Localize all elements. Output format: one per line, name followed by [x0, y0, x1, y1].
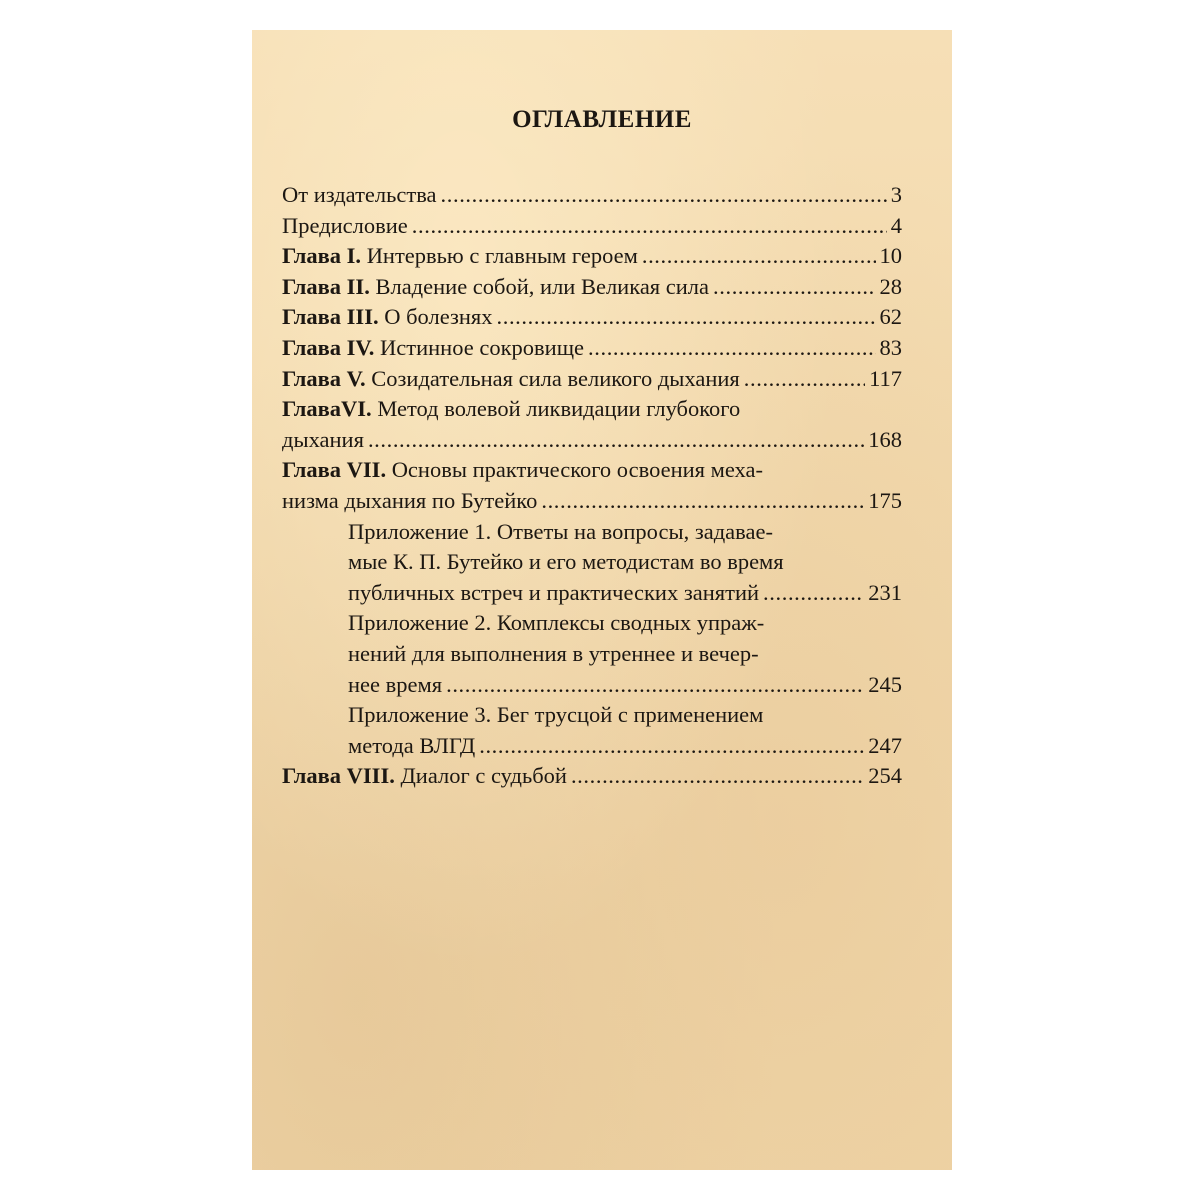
toc-line [282, 241, 902, 272]
chapter-number: Глава V. [282, 365, 366, 391]
toc-title: От издательства [282, 182, 437, 207]
toc-line [282, 272, 902, 303]
dot-leader [763, 578, 864, 609]
toc-page-number: 168 [868, 426, 902, 452]
dot-leader [446, 670, 864, 701]
toc-line [282, 761, 902, 792]
toc-title: Глава VII. Основы практического освоения меха- [282, 457, 763, 483]
toc-entry [282, 241, 902, 272]
toc-line [348, 578, 902, 609]
toc-page-number: 62 [879, 304, 902, 330]
toc-line [282, 364, 902, 395]
dot-leader [368, 425, 864, 456]
toc-page-number: 231 [868, 579, 902, 605]
dot-leader [441, 180, 887, 211]
toc-entry [282, 761, 902, 792]
toc-entry [282, 272, 902, 303]
dot-leader [713, 272, 875, 303]
dot-leader [479, 731, 864, 762]
toc-title: Глава II. Владение собой, или Великая сила [282, 273, 710, 299]
toc-page-number: 254 [868, 763, 902, 789]
toc-title-continued: дыхания [282, 426, 364, 452]
toc-entry [282, 455, 902, 516]
toc-line [282, 180, 902, 211]
dot-leader [744, 364, 865, 395]
toc-line [282, 211, 902, 242]
book-page [252, 30, 952, 1170]
toc-entry [282, 333, 902, 364]
toc-line [348, 670, 902, 701]
toc-page-number: 247 [868, 732, 902, 758]
chapter-number: ГлаваVI. [282, 396, 372, 422]
toc-title: Глава VIII. Диалог с судьбой [282, 763, 567, 789]
table-of-contents [282, 180, 902, 792]
toc-entry [282, 302, 902, 333]
toc-page-number: 117 [869, 365, 902, 391]
chapter-number: Глава II. [282, 273, 370, 299]
toc-title-continued: нее время [348, 671, 443, 697]
toc-appendix-entry [282, 608, 902, 700]
toc-appendix-entry [282, 517, 902, 609]
toc-title: Приложение 3. Бег трусцой с применением [348, 702, 764, 728]
dot-leader [541, 486, 864, 517]
toc-title-continued: мые К. П. Бутейко и его методистам во время [348, 549, 784, 575]
toc-title-continued: метода ВЛГД [348, 732, 476, 758]
toc-title-continued: нений для выполнения в утреннее и вечер- [348, 640, 759, 666]
toc-appendix-entry [282, 700, 902, 761]
chapter-number: Глава III. [282, 304, 379, 330]
dot-leader [571, 761, 864, 792]
chapter-number: Глава VIII. [282, 763, 395, 789]
toc-page-number: 245 [868, 671, 902, 697]
toc-page-number: 83 [879, 334, 902, 360]
toc-title-continued: низма дыхания по Бутейко [282, 487, 538, 513]
toc-page-number: 28 [879, 273, 902, 299]
toc-entry [282, 364, 902, 395]
dot-leader [412, 211, 887, 242]
toc-entry [282, 211, 902, 242]
toc-title: Приложение 1. Ответы на вопросы, задавае- [348, 518, 773, 544]
toc-title: Глава III. О болезнях [282, 304, 493, 330]
dot-leader [497, 302, 876, 333]
toc-title-continued: публичных встреч и практических занятий [348, 579, 760, 605]
toc-line [282, 333, 902, 364]
toc-page-number: 4 [890, 212, 902, 238]
toc-line [282, 302, 902, 333]
toc-title: Глава I. Интервью с главным героем [282, 243, 638, 269]
chapter-number: Глава IV. [282, 334, 375, 360]
toc-entry [282, 394, 902, 455]
toc-page-number: 10 [879, 243, 902, 269]
toc-page-number: 175 [868, 487, 902, 513]
toc-line [282, 486, 902, 517]
toc-title: Приложение 2. Комплексы сводных упраж- [348, 610, 765, 636]
page-title: ОГЛАВЛЕНИЕ [512, 106, 692, 133]
toc-title: Предисловие [282, 212, 408, 238]
toc-entry [282, 180, 902, 211]
chapter-number: Глава I. [282, 243, 362, 269]
chapter-number: Глава VII. [282, 457, 387, 483]
toc-title: ГлаваVI. Метод волевой ликвидации глубокого [282, 396, 741, 422]
toc-line [348, 731, 902, 762]
dot-leader [588, 333, 875, 364]
dot-leader [642, 241, 876, 272]
toc-line [282, 425, 902, 456]
toc-title: Глава V. Созидательная сила великого дыхания [282, 365, 740, 391]
toc-page-number: 3 [890, 182, 902, 207]
toc-title: Глава IV. Истинное сокровище [282, 334, 585, 360]
